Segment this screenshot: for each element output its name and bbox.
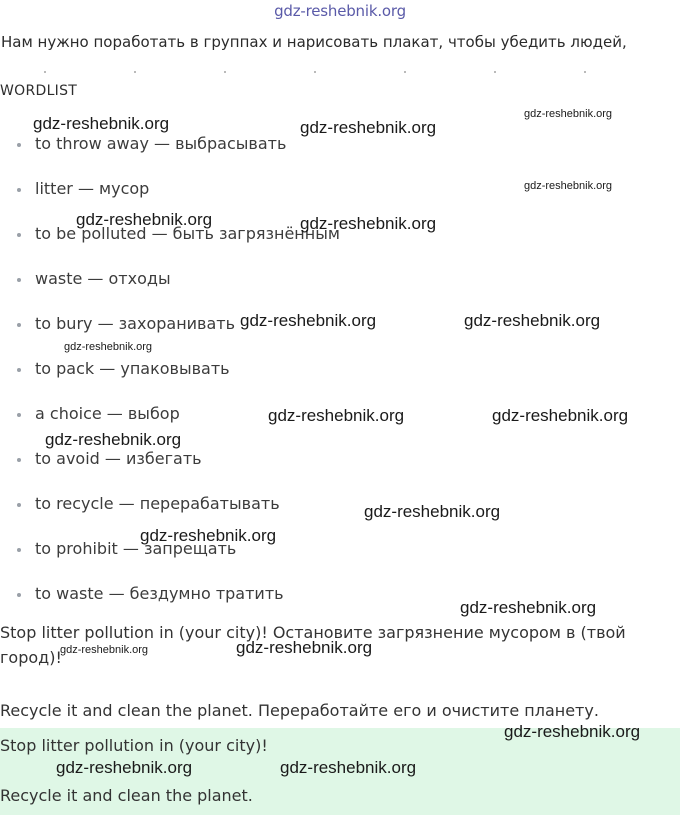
bullet-icon [17,548,21,552]
bullet-icon [17,233,21,237]
translation-line-1: Stop litter pollution in (your city)! Остановите загрязнение мусором в (твой город)! [0,623,626,667]
watermark: gdz-reshebnik.org [524,108,613,120]
bullet-icon [17,368,21,372]
watermark: gdz-reshebnik.org [236,638,373,657]
watermark: gdz-reshebnik.org [492,406,629,425]
bullet-icon [17,143,21,147]
watermark: gdz-reshebnik.org [464,311,601,330]
watermark: gdz-reshebnik.org [45,430,182,449]
bullet-icon [17,278,21,282]
watermark: gdz-reshebnik.org [56,758,193,777]
watermark: gdz-reshebnik.org [76,210,213,229]
watermark: gdz-reshebnik.org [524,180,613,192]
answer-line-2: Recycle it and clean the planet. [0,786,253,805]
bullet-icon [17,188,21,192]
watermark: gdz-reshebnik.org [504,722,641,741]
watermark: gdz-reshebnik.org [300,214,437,233]
translation-line-2: Recycle it and clean the planet. Переработайте его и очистите планету. [0,701,599,720]
bullet-icon [17,593,21,597]
cut-off-text-line [0,70,672,74]
bullet-icon [17,323,21,327]
watermark: gdz-reshebnik.org [240,311,377,330]
watermark: gdz-reshebnik.org [364,502,501,521]
bullet-icon [17,503,21,507]
watermark: gdz-reshebnik.org [33,114,170,133]
bullet-icon [17,413,21,417]
header-watermark: gdz-reshebnik.org [274,2,406,20]
watermark: gdz-reshebnik.org [64,341,153,353]
answer-line-1: Stop litter pollution in (your city)! [0,736,268,755]
watermark: gdz-reshebnik.org [268,406,405,425]
intro-text: Нам нужно поработать в группах и нарисовать плакат, чтобы убедить людей, [1,33,627,51]
watermark: gdz-reshebnik.org [300,118,437,137]
watermark: gdz-reshebnik.org [140,526,277,545]
watermark: gdz-reshebnik.org [460,598,597,617]
watermark: gdz-reshebnik.org [60,644,149,656]
wordlist-title: WORDLIST [0,83,78,99]
watermark: gdz-reshebnik.org [280,758,417,777]
bullet-icon [17,458,21,462]
